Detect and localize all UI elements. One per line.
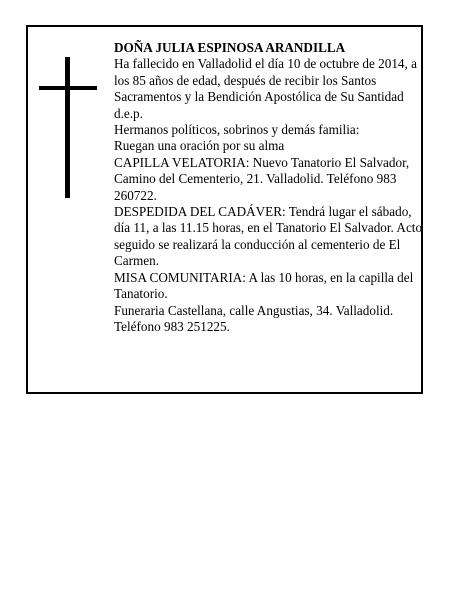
family-line: Hermanos políticos, sobrinos y demás familia: <box>114 122 360 138</box>
obituary-notice <box>26 25 423 394</box>
cross-horizontal-bar <box>39 86 97 90</box>
chapel-info: CAPILLA VELATORIA: Nuevo Tanatorio El Salvador, Camino del Cementerio, 21. Valladolid. Teléfono 983 260722. <box>114 154 410 203</box>
cross-vertical-bar <box>65 57 70 198</box>
funeral-home-info: Funeraria Castellana, calle Angustias, 34. Valladolid. Teléfono 983 251225. <box>114 302 394 334</box>
deceased-name: DOÑA JULIA ESPINOSA ARANDILLA <box>114 40 346 55</box>
mass-info: MISA COMUNITARIA: A las 10 horas, en la capilla del Tanatorio. <box>114 269 414 302</box>
prayer-request: Ruegan una oración por su alma <box>114 138 285 154</box>
notice-text <box>114 40 424 335</box>
death-announcement: Ha fallecido en Valladolid el día 10 de octubre de 2014, a los 85 años de edad, después de recibir los Santos Sacramentos y la Bendición Apostólica de Su Santidad d.e.p. <box>114 56 417 121</box>
farewell-info: DESPEDIDA DEL CADÁVER: Tendrá lugar el sábado, día 11, a las 11.15 horas, en el Tanatorio El Salvador. Acto seguido se realizará la conducción al cementerio de El Carmen. <box>114 204 423 269</box>
cross-icon <box>39 57 97 198</box>
